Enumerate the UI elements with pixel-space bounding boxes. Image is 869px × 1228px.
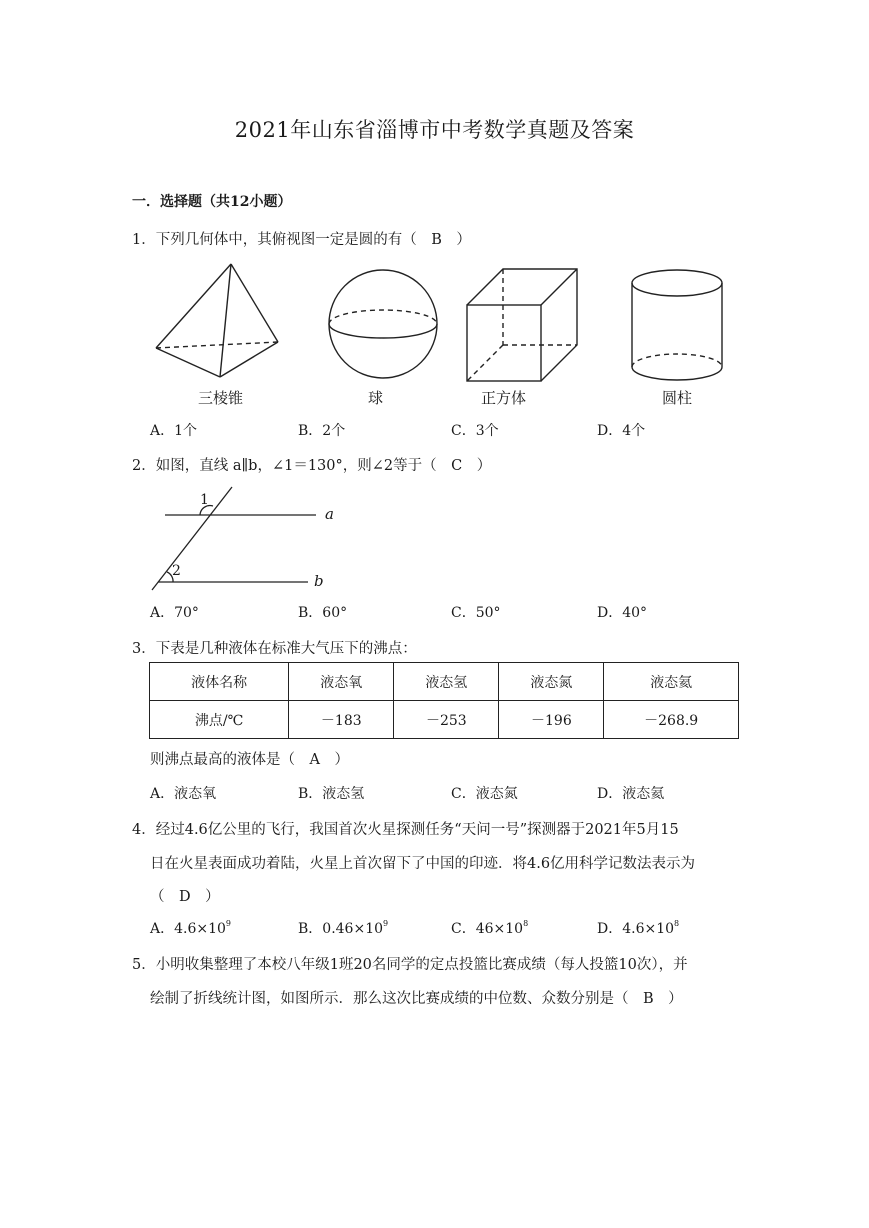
q3-option-b: B．液态氢 [298, 786, 365, 802]
exponent: 8 [674, 919, 680, 928]
line-b-label: b [314, 572, 324, 590]
q2-option-c: C．50° [451, 605, 501, 621]
q2-option-d: D．40° [597, 605, 648, 621]
q1-option-b: B．2个 [298, 423, 346, 439]
question-4-line-1: 4．经过4.6亿公里的飞行，我国首次火星探测任务“天问一号”探测器于2021年5月15 [132, 822, 679, 838]
q4-option-a: A．$4.6\times 10^9$ [150, 919, 232, 937]
q3-option-a: A．液态氧 [150, 786, 217, 802]
angle-2-label: 2 [172, 563, 181, 579]
shape-label-cylinder: 圆柱 [662, 389, 693, 407]
table-cell: －196 [499, 701, 604, 739]
table-cell: －253 [394, 701, 499, 739]
table-cell: 沸点/℃ [150, 701, 289, 739]
q1-option-c: C．3个 [451, 423, 499, 439]
q2-option-a: A．70° [150, 605, 199, 621]
table-cell: －268.9 [604, 701, 739, 739]
table-header-cell: 液态氮 [499, 663, 604, 701]
q4-option-b: B．$0.46\times 10^9$ [298, 919, 389, 937]
q1-option-d: D．4个 [597, 423, 646, 439]
shape-label-pyramid: 三棱锥 [198, 389, 244, 407]
question-4-line-2: 日在火星表面成功着陆，火星上首次留下了中国的印迹．将4.6亿用科学记数法表示为 [150, 856, 696, 872]
q4-option-c: C．$46\times 10^8$ [451, 919, 529, 937]
angle-1-label: 1 [200, 492, 209, 508]
question-1-stem: 1．下列几何体中，其俯视图一定是圆的有（ B ） [132, 232, 471, 248]
table-header-cell: 液态氦 [604, 663, 739, 701]
question-4-line-3: （ D ） [150, 889, 220, 905]
question-5-line-2: 绘制了折线统计图，如图所示．那么这次比赛成绩的中位数、众数分别是（ B ） [150, 991, 683, 1007]
boiling-point-table [149, 662, 739, 739]
table-row [150, 701, 739, 739]
transversal-line [152, 487, 232, 590]
table-header-cell: 液态氧 [289, 663, 394, 701]
question-2-stem: 2．如图，直线 a∥b，∠1＝130°，则∠2等于（ C ） [132, 458, 492, 474]
exponent: 9 [225, 919, 232, 928]
shape-label-sphere: 球 [368, 389, 384, 407]
page-title: 2021年山东省淄博市中考数学真题及答案 [234, 118, 635, 142]
exponent: 9 [383, 919, 389, 928]
question-3-stem: 3．下表是几种液体在标准大气压下的沸点： [132, 641, 417, 657]
q2-option-b: B．60° [298, 605, 348, 621]
q3-option-c: C．液态氮 [451, 786, 518, 802]
q3-option-d: D．液态氦 [597, 786, 665, 802]
q1-option-a: A．1个 [150, 423, 198, 439]
line-a-label: a [325, 505, 334, 523]
table-header-cell: 液体名称 [150, 663, 289, 701]
question-3-question: 则沸点最高的液体是（ A ） [150, 752, 349, 768]
q4-option-d: D．$4.6\times 10^8$ [597, 919, 680, 937]
section-heading: 一．选择题（共12小题） [132, 194, 292, 210]
shape-label-cube: 正方体 [481, 389, 527, 407]
table-header-cell: 液态氢 [394, 663, 499, 701]
exponent: 8 [523, 919, 529, 928]
table-header-row [150, 663, 739, 701]
question-5-line-1: 5．小明收集整理了本校八年级1班20名同学的定点投篮比赛成绩（每人投篮10次），并 [132, 957, 688, 973]
table-cell: －183 [289, 701, 394, 739]
